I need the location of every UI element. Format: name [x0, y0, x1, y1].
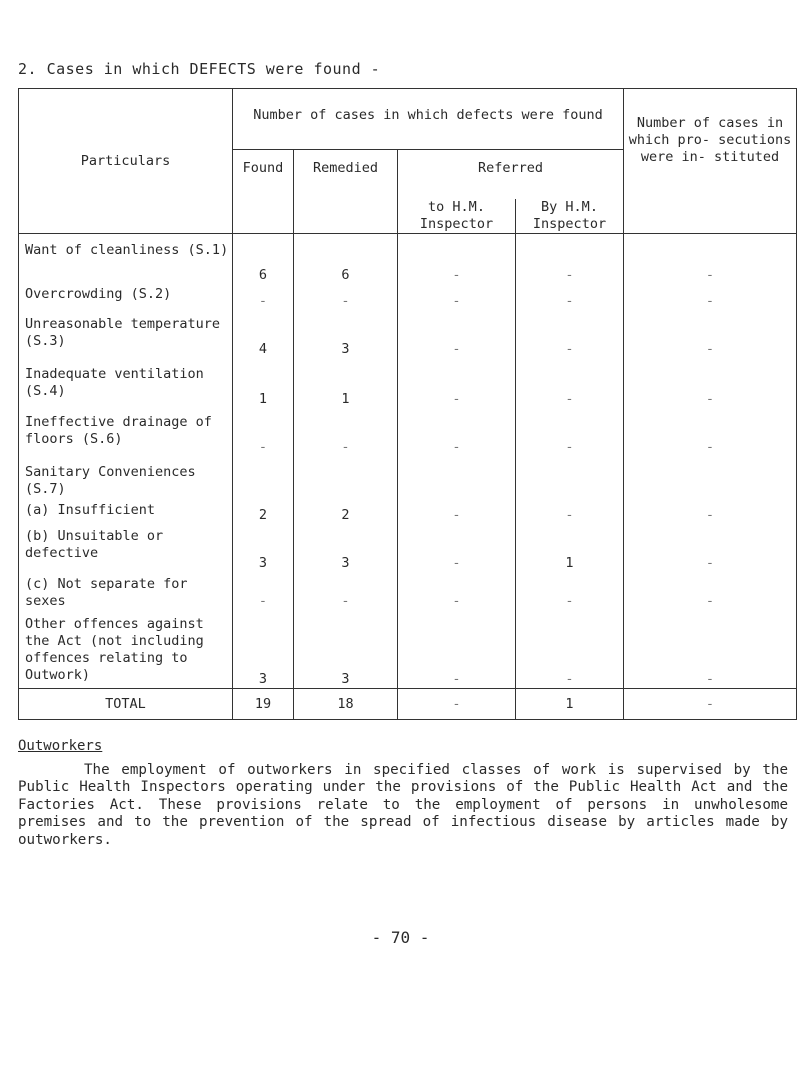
- row-remedied: 1: [294, 358, 398, 408]
- table-row: [19, 234, 797, 285]
- total-prosecutions: -: [624, 689, 797, 720]
- row-by-hm: -: [516, 408, 624, 456]
- row-to-hm: -: [398, 572, 516, 610]
- row-label: Ineffective drainage of floors (S.6): [19, 408, 233, 456]
- row-found: 1: [233, 358, 294, 408]
- table-row: [19, 456, 797, 498]
- row-found: 6: [233, 234, 294, 285]
- row-by-hm: -: [516, 284, 624, 310]
- row-found: -: [233, 408, 294, 456]
- row-pros: -: [624, 498, 797, 524]
- table-row: [19, 524, 797, 572]
- row-label: Other offences against the Act (not including offences relating to Outwork): [19, 610, 233, 689]
- table-row: [19, 358, 797, 408]
- row-found: [233, 456, 294, 498]
- row-pros: -: [624, 408, 797, 456]
- row-label: (b) Unsuitable or defective: [19, 524, 233, 572]
- row-pros: -: [624, 358, 797, 408]
- defects-table: [18, 88, 797, 720]
- section-heading: 2. Cases in which DEFECTS were found -: [18, 60, 381, 78]
- table-row: [19, 408, 797, 456]
- header-remedied: Remedied: [294, 150, 398, 234]
- header-to-hm-inspector: to H.M. Inspector: [398, 199, 516, 234]
- row-to-hm: -: [398, 610, 516, 689]
- row-to-hm: -: [398, 498, 516, 524]
- row-label: Overcrowding (S.2): [19, 284, 233, 310]
- row-remedied: 3: [294, 524, 398, 572]
- table-row: [19, 572, 797, 610]
- row-pros: -: [624, 524, 797, 572]
- row-by-hm: -: [516, 234, 624, 285]
- row-pros: -: [624, 284, 797, 310]
- table-row: [19, 310, 797, 358]
- total-remedied: 18: [294, 689, 398, 720]
- row-to-hm: [398, 456, 516, 498]
- row-label: Want of cleanliness (S.1): [19, 234, 233, 285]
- row-pros: -: [624, 310, 797, 358]
- row-to-hm: -: [398, 234, 516, 285]
- total-found: 19: [233, 689, 294, 720]
- total-by-hm: 1: [516, 689, 624, 720]
- row-to-hm: -: [398, 284, 516, 310]
- row-pros: -: [624, 234, 797, 285]
- row-by-hm: -: [516, 358, 624, 408]
- row-to-hm: -: [398, 408, 516, 456]
- row-found: 3: [233, 610, 294, 689]
- row-remedied: 3: [294, 610, 398, 689]
- total-to-hm: -: [398, 689, 516, 720]
- row-label: Unreasonable temperature (S.3): [19, 310, 233, 358]
- row-found: 3: [233, 524, 294, 572]
- row-by-hm: -: [516, 498, 624, 524]
- row-by-hm: 1: [516, 524, 624, 572]
- row-label: (c) Not separate for sexes: [19, 572, 233, 610]
- table-row: [19, 610, 797, 689]
- page-number: - 70 -: [371, 928, 430, 947]
- table-row: [19, 498, 797, 524]
- header-by-hm-inspector: By H.M. Inspector: [516, 199, 624, 234]
- row-remedied: 6: [294, 234, 398, 285]
- outworkers-heading: Outworkers: [18, 738, 103, 754]
- header-number-of-cases: Number of cases in which defects were found: [233, 89, 624, 150]
- row-to-hm: -: [398, 358, 516, 408]
- row-by-hm: -: [516, 310, 624, 358]
- row-pros: -: [624, 610, 797, 689]
- outworkers-paragraph: The employment of outworkers in specified classes of work is supervised by the Public Health Inspectors operating under the provisions of the Public Health Act and the Factories Act. These provisions relate to the employment of persons in unwholesome premises and to the prevention of the spread of infectious disease by articles made by outworkers.: [18, 762, 788, 848]
- row-found: 2: [233, 498, 294, 524]
- table-row: [19, 284, 797, 310]
- row-remedied: 2: [294, 498, 398, 524]
- row-pros: [624, 456, 797, 498]
- row-remedied: -: [294, 284, 398, 310]
- row-by-hm: [516, 456, 624, 498]
- row-remedied: -: [294, 408, 398, 456]
- row-found: 4: [233, 310, 294, 358]
- row-to-hm: -: [398, 310, 516, 358]
- header-prosecutions: Number of cases in which pro- secutions were in- stituted: [624, 89, 797, 234]
- row-found: -: [233, 284, 294, 310]
- header-referred: Referred: [398, 150, 624, 200]
- total-row: [19, 689, 797, 720]
- row-remedied: 3: [294, 310, 398, 358]
- header-particulars: Particulars: [19, 89, 233, 234]
- row-pros: -: [624, 572, 797, 610]
- total-label: TOTAL: [19, 689, 233, 720]
- row-to-hm: -: [398, 524, 516, 572]
- row-label: (a) Insufficient: [19, 498, 233, 524]
- row-found: -: [233, 572, 294, 610]
- header-found: Found: [233, 150, 294, 234]
- row-label: Inadequate ventilation (S.4): [19, 358, 233, 408]
- row-by-hm: -: [516, 610, 624, 689]
- row-label: Sanitary Conveniences (S.7): [19, 456, 233, 498]
- row-remedied: [294, 456, 398, 498]
- row-by-hm: -: [516, 572, 624, 610]
- row-remedied: -: [294, 572, 398, 610]
